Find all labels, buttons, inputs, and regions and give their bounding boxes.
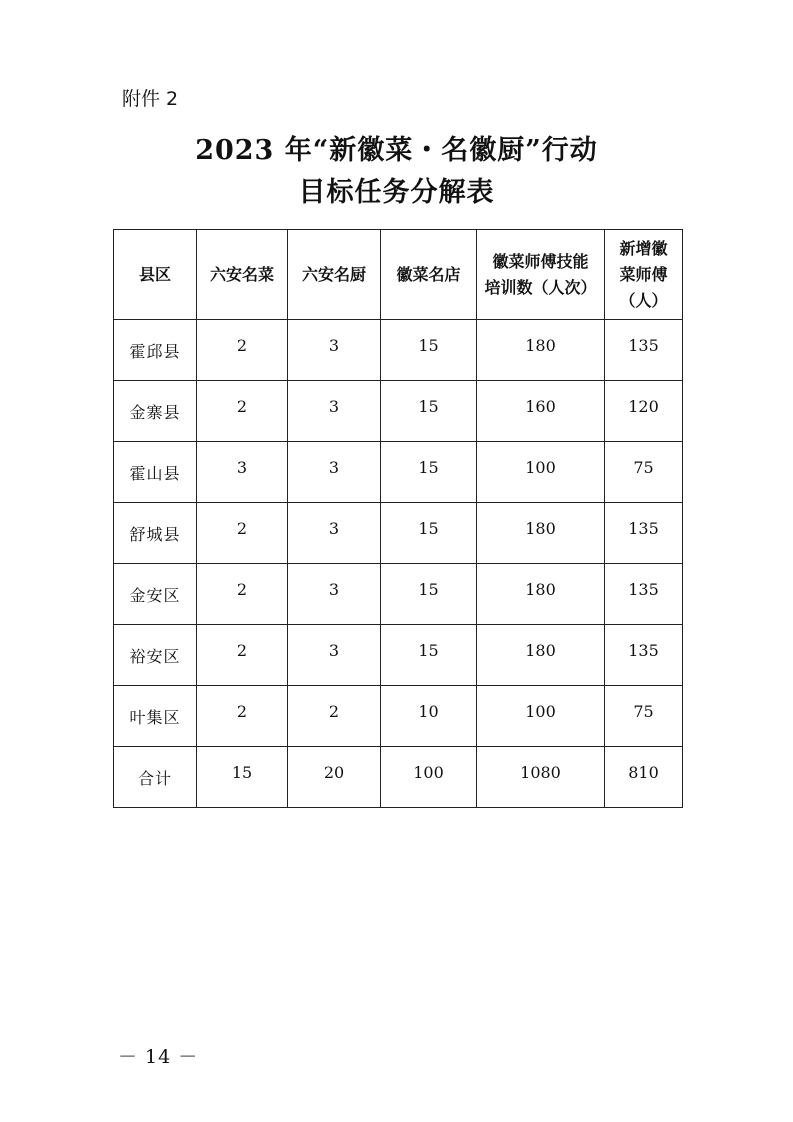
- value-cell: 15: [381, 503, 477, 564]
- total-row: [114, 747, 683, 808]
- table-row: [114, 503, 683, 564]
- county-cell: 金寨县: [114, 381, 197, 442]
- value-cell: 100: [477, 442, 605, 503]
- value-cell: 180: [477, 320, 605, 381]
- document-title: 2023 年“新徽菜・名徽厨”行动: [195, 135, 598, 166]
- county-cell: 叶集区: [114, 686, 197, 747]
- header-liuan-famous-chef: 六安名厨: [288, 230, 381, 320]
- county-cell: 合计: [114, 747, 197, 808]
- table-row: [114, 442, 683, 503]
- document-subtitle: 目标任务分解表: [298, 177, 495, 208]
- value-cell: 3: [197, 442, 288, 503]
- county-cell: 金安区: [114, 564, 197, 625]
- header-hui-cuisine-restaurant: 徽菜名店: [381, 230, 477, 320]
- value-cell: 3: [288, 442, 381, 503]
- value-cell: 2: [288, 686, 381, 747]
- header-chef-skill-training: 徽菜师傅技能 培训数（人次）: [477, 230, 605, 320]
- value-cell: 2: [197, 503, 288, 564]
- value-cell: 15: [381, 381, 477, 442]
- table-row: [114, 320, 683, 381]
- value-cell: 180: [477, 625, 605, 686]
- value-cell: 3: [288, 625, 381, 686]
- county-cell: 裕安区: [114, 625, 197, 686]
- attachment-label: 附件 2: [122, 88, 179, 110]
- value-cell: 15: [381, 442, 477, 503]
- value-cell: 15: [197, 747, 288, 808]
- value-cell: 120: [605, 381, 683, 442]
- value-cell: 1080: [477, 747, 605, 808]
- value-cell: 2: [197, 686, 288, 747]
- task-breakdown-table: [113, 229, 683, 808]
- county-cell: 舒城县: [114, 503, 197, 564]
- value-cell: 135: [605, 625, 683, 686]
- table-row: [114, 686, 683, 747]
- value-cell: 3: [288, 503, 381, 564]
- value-cell: 810: [605, 747, 683, 808]
- value-cell: 10: [381, 686, 477, 747]
- value-cell: 135: [605, 564, 683, 625]
- value-cell: 160: [477, 381, 605, 442]
- table-header-row: [114, 230, 683, 320]
- table-row: [114, 381, 683, 442]
- value-cell: 100: [381, 747, 477, 808]
- value-cell: 2: [197, 564, 288, 625]
- value-cell: 135: [605, 320, 683, 381]
- value-cell: 75: [605, 442, 683, 503]
- value-cell: 3: [288, 381, 381, 442]
- header-county: 县区: [114, 230, 197, 320]
- table-row: [114, 564, 683, 625]
- county-cell: 霍邱县: [114, 320, 197, 381]
- value-cell: 3: [288, 320, 381, 381]
- value-cell: 75: [605, 686, 683, 747]
- header-liuan-famous-dish: 六安名菜: [197, 230, 288, 320]
- value-cell: 180: [477, 503, 605, 564]
- table-row: [114, 625, 683, 686]
- value-cell: 135: [605, 503, 683, 564]
- county-cell: 霍山县: [114, 442, 197, 503]
- value-cell: 100: [477, 686, 605, 747]
- value-cell: 2: [197, 381, 288, 442]
- page-number: － 14 －: [118, 1046, 199, 1068]
- value-cell: 15: [381, 564, 477, 625]
- value-cell: 2: [197, 320, 288, 381]
- value-cell: 15: [381, 625, 477, 686]
- value-cell: 2: [197, 625, 288, 686]
- value-cell: 20: [288, 747, 381, 808]
- value-cell: 15: [381, 320, 477, 381]
- header-new-hui-chefs: 新增徽 菜师傅 （人）: [605, 230, 683, 320]
- value-cell: 180: [477, 564, 605, 625]
- value-cell: 3: [288, 564, 381, 625]
